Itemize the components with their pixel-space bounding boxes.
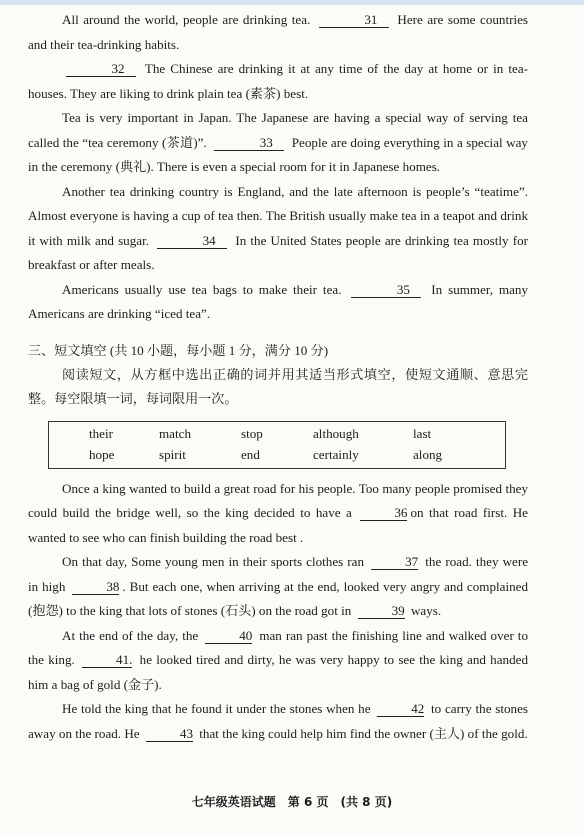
- blank-34: 34: [157, 233, 227, 249]
- word-spirit: spirit: [159, 447, 186, 462]
- passage2-paragraph1: [28, 477, 528, 551]
- blank-38: 38: [72, 579, 119, 595]
- passage2-paragraph3: [28, 624, 528, 698]
- section-instruction: 阅读短文，从方框中选出正确的词并用其适当形式填空，使短文通顺、意思完整。每空限填一词，每词限用一次。: [28, 366, 528, 406]
- text: ways.: [410, 603, 442, 618]
- text: At the end of the day, the: [62, 627, 199, 643]
- passage1-paragraph2: [28, 57, 528, 106]
- text: Here are some countries and their tea-drinking habits.: [28, 12, 528, 52]
- blank-43: 43: [146, 726, 193, 742]
- word-row: [89, 424, 493, 445]
- exam-page: [28, 8, 528, 746]
- text: All around the world, people are drinking tea.: [62, 12, 311, 27]
- word-stop: stop: [241, 426, 263, 441]
- word-hope: hope: [89, 447, 115, 462]
- word-their: their: [89, 426, 113, 441]
- blank-31: 31: [319, 12, 389, 28]
- word-last: last: [413, 426, 432, 441]
- text: In summer, many Americans are drinking “iced tea”.: [28, 281, 529, 321]
- word-although: although: [313, 426, 359, 441]
- text: The Chinese are drinking it at any time of the day at home or in tea-houses. They are liking to drink plain tea (素茶) best.: [28, 61, 528, 101]
- word-along: along: [413, 447, 443, 462]
- passage1-paragraph1: [28, 8, 528, 57]
- text: man ran past the finishing line and walked over to the king.: [28, 627, 528, 667]
- blank-41: 41.: [82, 652, 132, 668]
- text: In the United States people are drinking tea mostly for breakfast or after meals.: [28, 232, 528, 272]
- text: to carry the stones away on the road. He: [28, 701, 528, 741]
- text: He told the king that he found it under the stones when he: [62, 701, 371, 716]
- page-footer: 七年级英语试题 第 6 页 (共 8 页): [191, 795, 393, 809]
- text: that the king could help him find the owner (主人) of the gold.: [199, 725, 528, 741]
- passage2-paragraph2: [28, 550, 528, 624]
- text: the road. they were in high: [28, 554, 529, 594]
- blank-36: 36: [360, 505, 407, 521]
- text: People are doing everything in a special way in the ceremony (典礼). There is even a special room for it in Japanese homes.: [28, 134, 528, 174]
- word-certainly: certainly: [313, 447, 359, 462]
- word-box: [48, 421, 506, 469]
- passage1-paragraph5: [28, 278, 528, 327]
- passage1-paragraph3: [28, 106, 528, 180]
- passage2-paragraph4: [28, 697, 528, 746]
- text: Americans usually use tea bags to make their tea.: [62, 281, 342, 297]
- word-table: [89, 424, 493, 466]
- passage1-paragraph4: [28, 180, 528, 278]
- blank-32: 32: [66, 61, 136, 77]
- blank-37: 37: [371, 554, 418, 570]
- text: on that road first. He wanted to see who can finish building the road best .: [28, 505, 528, 545]
- text: . But each one, when arriving at the end, looked very angry and complained (抱怨) to the king that lots of stones (石头) on the road got in: [28, 578, 529, 618]
- text: On that day, Some young men in their sports clothes ran: [62, 554, 365, 569]
- top-edge: [0, 0, 584, 5]
- word-row: [89, 445, 493, 466]
- text: he looked tired and dirty, he was very happy to see the king and handed him a bag of gold (金子).: [28, 652, 528, 692]
- blank-39: 39: [358, 603, 405, 619]
- section-title: 三、短文填空 (共 10 小题，每小题 1 分，满分 10 分): [28, 342, 329, 358]
- text: Another tea drinking country is England, and the late afternoon is people’s “teatime”. Almost everyone is having a cup of tea then. The British usually make tea in a teapot and drink it with milk and sugar.: [28, 183, 528, 248]
- text: Once a king wanted to build a great road for his people. Too many people promised they could build the bridge well, so the king decided to have a: [28, 480, 528, 520]
- blank-35: 35: [351, 282, 421, 298]
- word-match: match: [159, 426, 191, 441]
- blank-33: 33: [214, 135, 284, 151]
- blank-42: 42: [377, 701, 424, 717]
- text: Tea is very important in Japan. The Japanese are having a special way of serving tea called the “tea ceremony (茶道)”.: [28, 110, 528, 150]
- blank-40: 40: [205, 628, 252, 644]
- word-end: end: [241, 447, 260, 462]
